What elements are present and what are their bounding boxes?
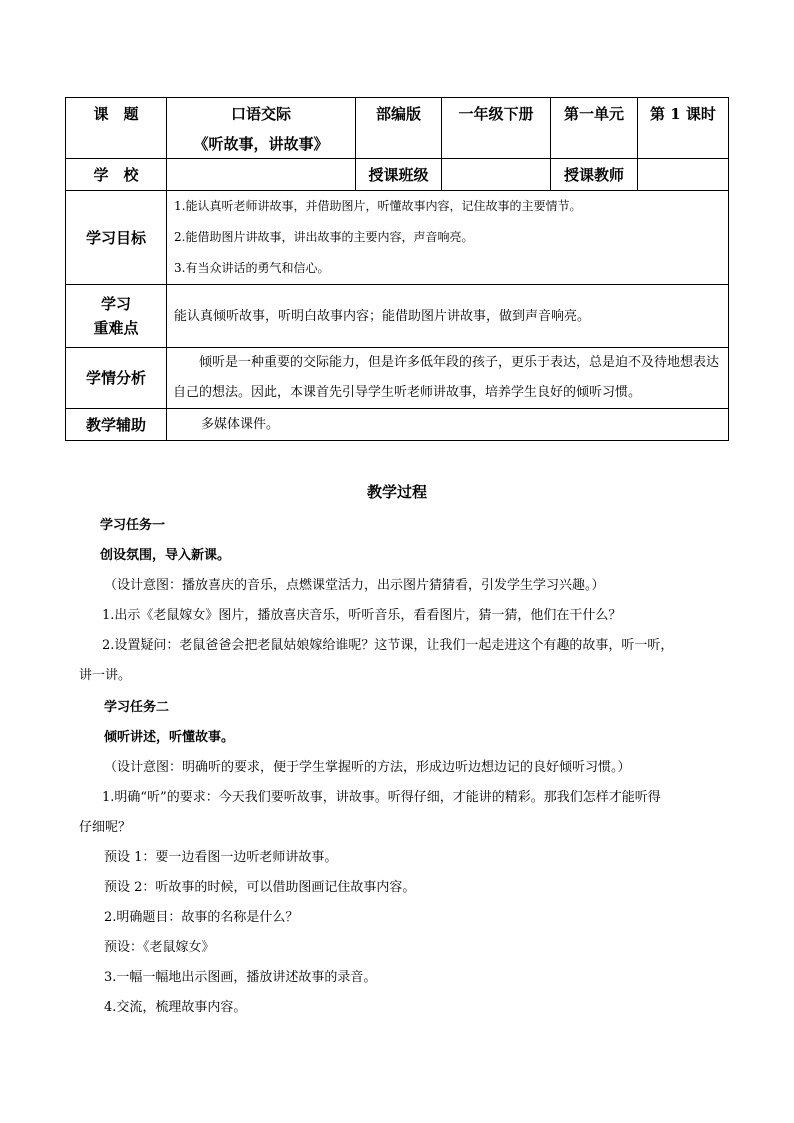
lesson-info-table <box>65 97 729 441</box>
topic-line2: 《听故事，讲故事》 <box>193 135 329 153</box>
process-step: 3.一幅一幅地出示图画，播放讲述故事的录音。 <box>104 970 377 985</box>
task1-subtitle: 创设氛围，导入新课。 <box>100 548 231 563</box>
goal-item: 3.有当众讲话的勇气和信心。 <box>174 261 330 275</box>
task2-subtitle: 倾听讲述，听懂故事。 <box>104 730 235 745</box>
table-row <box>66 191 729 285</box>
table-row <box>66 285 729 348</box>
teaching-process <box>0 478 794 506</box>
design-intent: （设计意图：播放喜庆的音乐，点燃课堂活力，出示图片猜猜看，引发学生学习兴趣。） <box>104 578 605 593</box>
aids-text: 多媒体课件。 <box>167 409 729 441</box>
table-row <box>66 98 729 159</box>
school-value <box>167 159 356 191</box>
preset-item: 预设 2：听故事的时候，可以借助图画记住故事内容。 <box>104 880 416 895</box>
table-row <box>66 348 729 409</box>
preset-item: 预设 1：要一边看图一边听老师讲故事。 <box>104 850 338 865</box>
goal-item: 1.能认真听老师讲故事，并借助图片，听懂故事内容，记住故事的主要情节。 <box>174 199 582 213</box>
table-row <box>66 409 729 441</box>
lesson-number: 第 1 课时 <box>638 98 729 159</box>
process-step-cont: 仔细呢？ <box>79 820 132 835</box>
task1-heading: 学习任务一 <box>100 518 166 533</box>
class-value <box>442 159 551 191</box>
task2-heading: 学习任务二 <box>104 700 170 715</box>
goals-label: 学习目标 <box>66 191 167 285</box>
process-step: 1.明确“听”的要求：今天我们要听故事，讲故事。听得仔细，才能讲的精彩。那我们怎样才能听得 <box>102 790 661 805</box>
design-intent: （设计意图：明确听的要求，便于学生掌握听的方法，形成边听边想边记的良好倾听习惯。） <box>104 760 631 775</box>
table-row <box>66 159 729 191</box>
preset-item: 预设：《老鼠嫁女》 <box>104 940 215 955</box>
edition: 部编版 <box>356 98 442 159</box>
topic-label: 课 题 <box>66 98 167 159</box>
goals-cell <box>167 191 729 285</box>
class-label: 授课班级 <box>356 159 442 191</box>
process-title: 教学过程 <box>366 483 427 501</box>
process-step: 2.设置疑问：老鼠爸爸会把老鼠姑娘嫁给谁呢？这节课，让我们一起走进这个有趣的故事，听一听， <box>102 638 674 653</box>
key-points-text: 能认真倾听故事，听明白故事内容；能借助图片讲故事，做到声音响亮。 <box>167 285 729 348</box>
topic-line1: 口语交际 <box>230 105 291 123</box>
key-points-label <box>66 285 167 348</box>
key-points-label-line2: 重难点 <box>93 319 139 337</box>
goal-item: 2.能借助图片讲故事，讲出故事的主要内容，声音响亮。 <box>174 230 474 244</box>
unit: 第一单元 <box>551 98 638 159</box>
process-step: 1.出示《老鼠嫁女》图片，播放喜庆音乐，听听音乐，看看图片，猜一猜，他们在干什么？ <box>102 608 622 623</box>
process-step: 2.明确题目：故事的名称是什么？ <box>104 910 299 925</box>
key-points-label-line1: 学习 <box>100 295 131 313</box>
topic-cell <box>167 98 356 159</box>
grade: 一年级下册 <box>442 98 551 159</box>
analysis-text: 倾听是一种重要的交际能力，但是许多低年段的孩子，更乐于表达，总是迫不及待地想表达自己的想法。因此，本课首先引导学生听老师讲故事，培养学生良好的倾听习惯。 <box>167 348 729 409</box>
aids-label: 教学辅助 <box>66 409 167 441</box>
process-step: 4.交流，梳理故事内容。 <box>104 1000 247 1015</box>
school-label: 学 校 <box>66 159 167 191</box>
process-step-cont: 讲一讲。 <box>79 668 132 683</box>
analysis-label: 学情分析 <box>66 348 167 409</box>
teacher-label: 授课教师 <box>551 159 638 191</box>
teacher-value <box>638 159 729 191</box>
